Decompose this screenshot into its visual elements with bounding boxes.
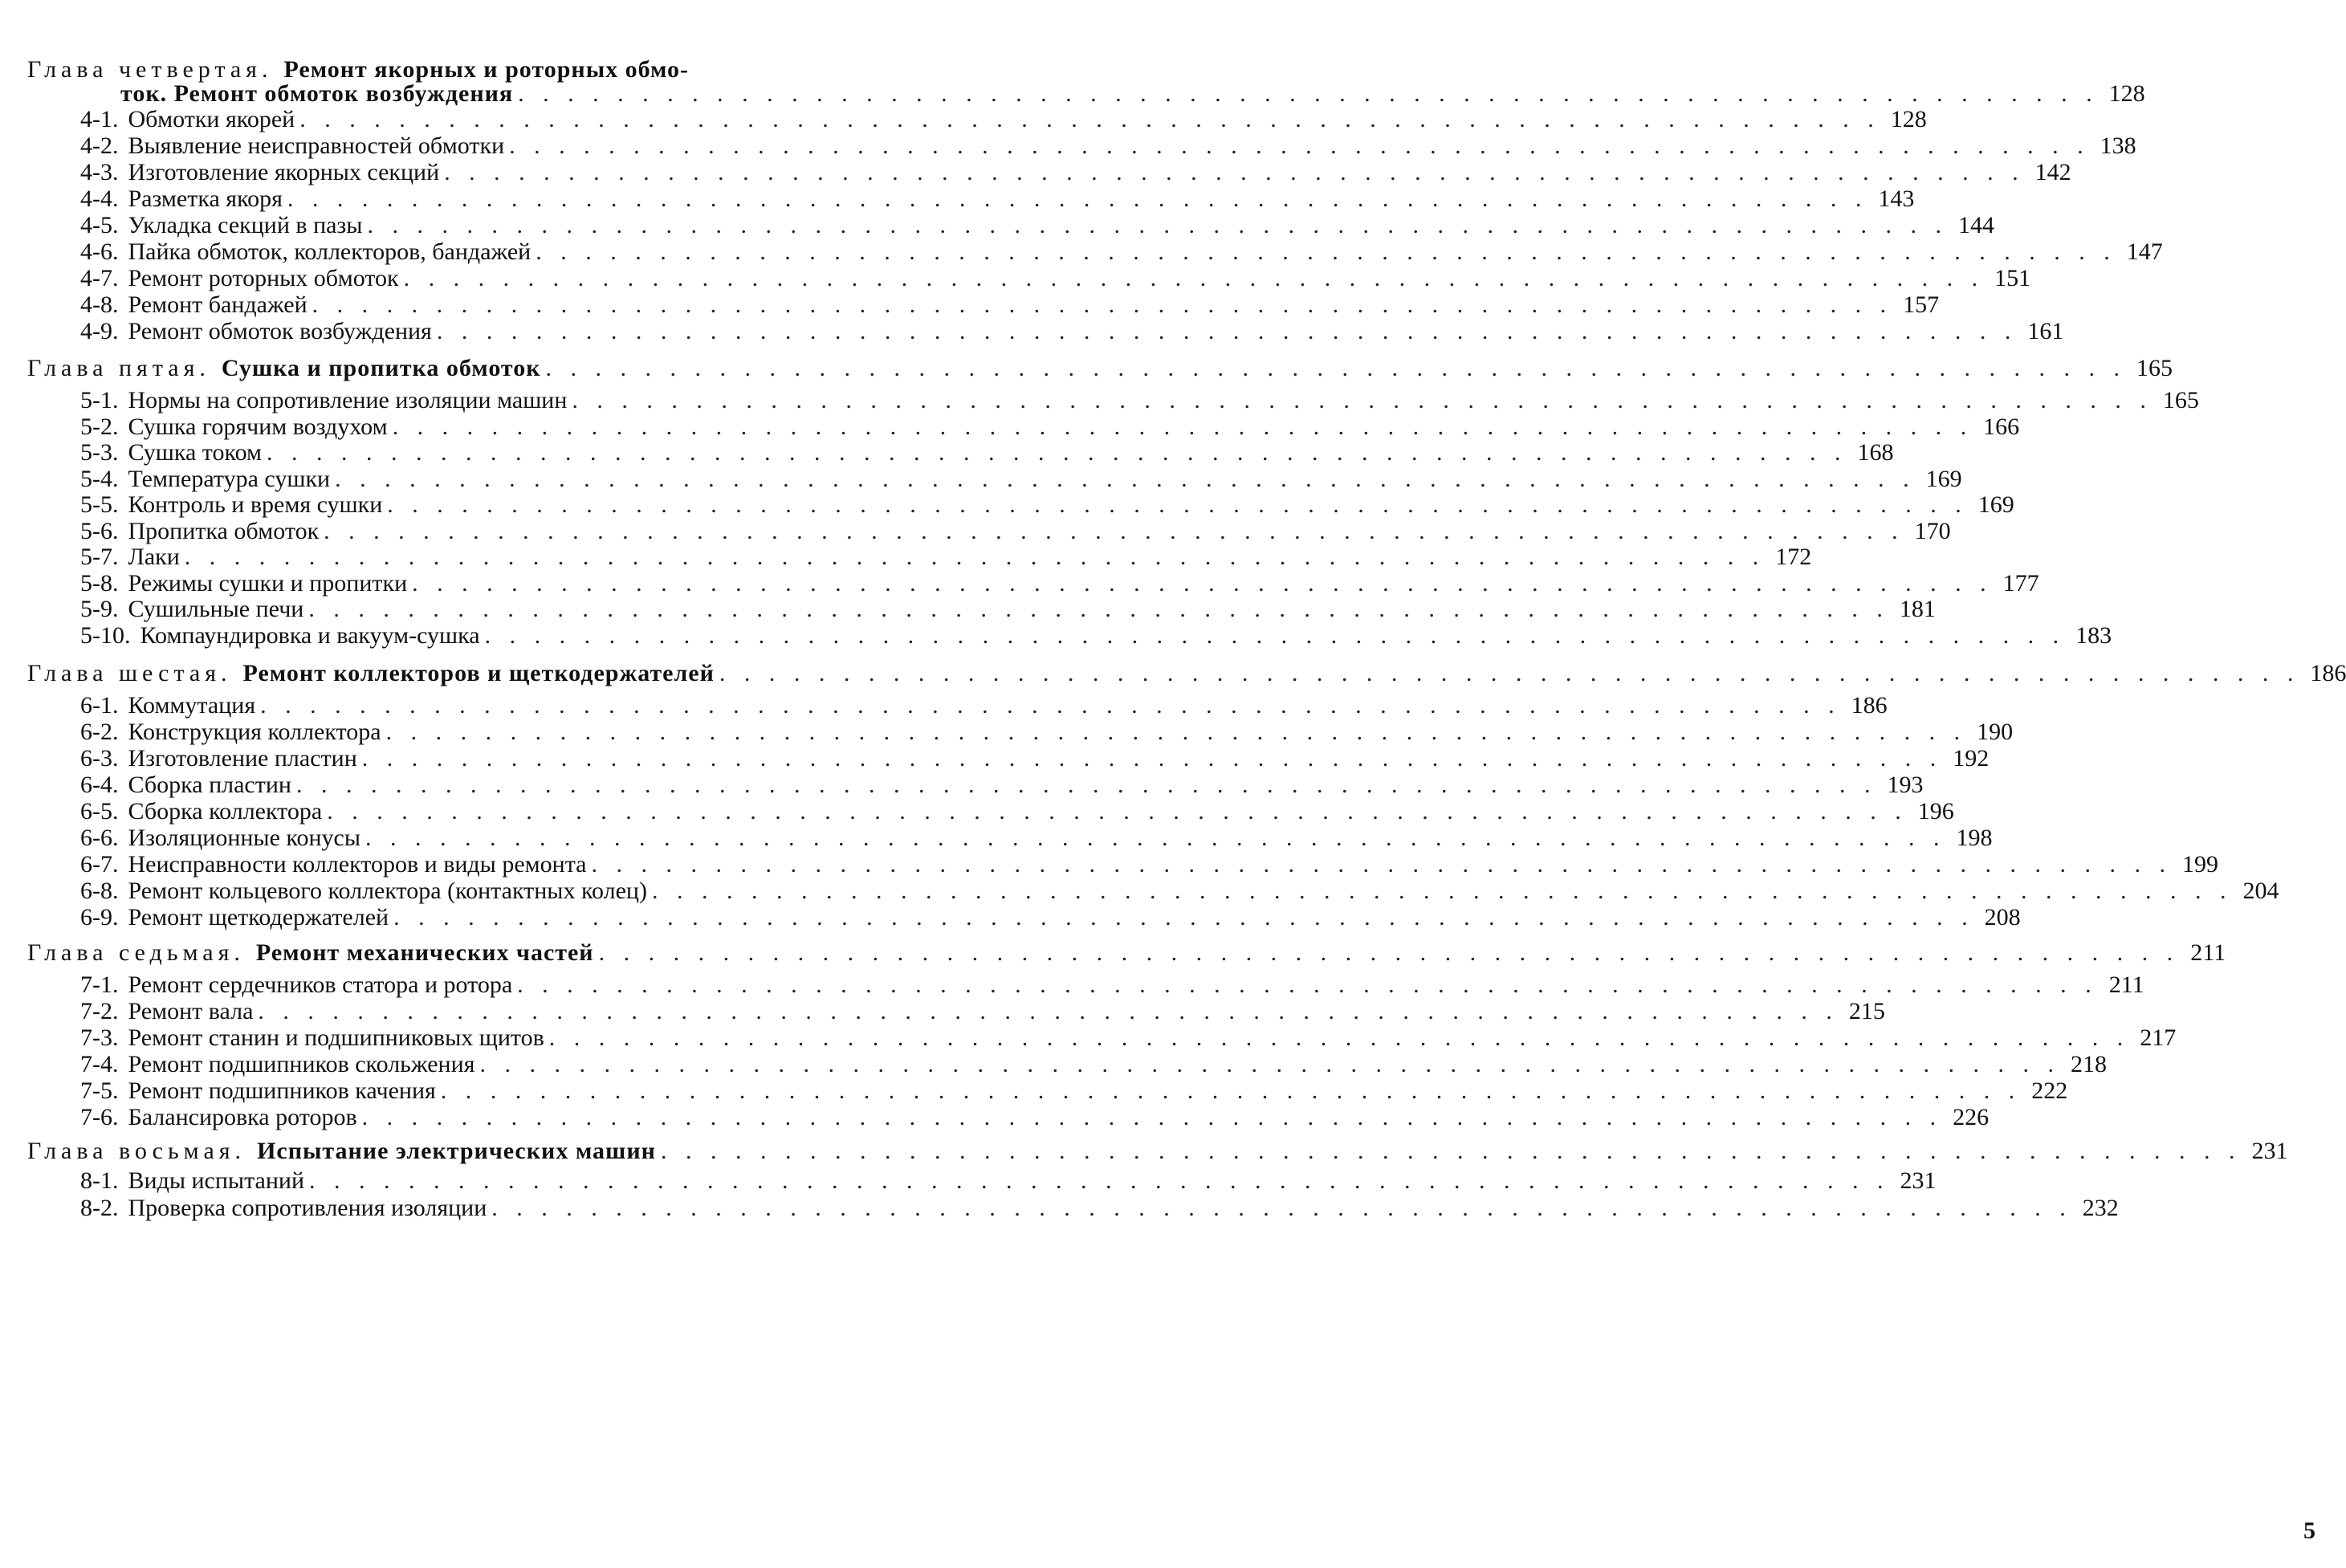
dot-leader: . . . . . . . . . . . . . . . . . . . . . . . . . . . . . . . . . . . . . . . . . . . . . . . . . . . . . . . . . . . . . . . . xyxy=(412,569,1993,597)
section-page: 138 xyxy=(2100,132,2136,159)
dot-leader: . . . . . . . . . . . . . . . . . . . . . . . . . . . . . . . . . . . . . . . . . . . . . . . . . . . . . . . . . . . . . . . . xyxy=(660,1138,2242,1164)
section-page: 170 xyxy=(1914,517,1951,544)
dot-leader: . . . . . . . . . . . . . . . . . . . . . . . . . . . . . . . . . . . . . . . . . . . . . . . . . . . . . . . . . . . . . . . . xyxy=(545,355,2127,381)
chapter-title: Ремонт механических частей xyxy=(255,939,594,966)
section-number: 8-2. xyxy=(80,1195,119,1221)
chapter-title: Испытание электрических машин xyxy=(257,1138,656,1164)
chapter-heading[interactable] xyxy=(27,658,2346,689)
section-title: Компаундировка и вакуум-сушка xyxy=(140,621,480,649)
section-title: Коммутация xyxy=(128,692,256,719)
dot-leader: . . . . . . . . . . . . . . . . . . . . . . . . . . . . . . . . . . . . . . . . . . . . . . . . . . . . . . . . . . . . . . . . xyxy=(287,185,1868,212)
section-page: 218 xyxy=(2070,1051,2107,1077)
dot-leader: . . . . . . . . . . . . . . . . . . . . . . . . . . . . . . . . . . . . . . . . . . . . . . . . . . . . . . . . . . . . . . . . xyxy=(392,413,1973,440)
section-title: Обмотки якорей xyxy=(128,106,295,132)
section-number: 6-7. xyxy=(80,851,119,878)
section-title: Нормы на сопротивление изоляции машин xyxy=(128,387,568,413)
chapter-page: 128 xyxy=(2108,80,2145,107)
section-number: 5-5. xyxy=(80,491,119,518)
section-page: 208 xyxy=(1984,904,2021,931)
section-number: 4-1. xyxy=(80,106,119,132)
section-title: Неисправности коллекторов и виды ремонта xyxy=(128,851,587,878)
toc-entry[interactable] xyxy=(80,902,2021,933)
section-page: 193 xyxy=(1887,772,1924,798)
toc-entry[interactable] xyxy=(80,316,2064,347)
dot-leader: . . . . . . . . . . . . . . . . . . . . . . . . . . . . . . . . . . . . . . . . . . . . . . . . . . . . . . . . . . . . . . . . xyxy=(403,265,1985,291)
section-title: Изготовление якорных секций xyxy=(128,159,440,185)
section-title: Ремонт подшипников качения xyxy=(128,1077,436,1104)
section-page: 222 xyxy=(2031,1077,2068,1104)
chapter-heading[interactable] xyxy=(27,353,2173,384)
chapter-title-line2: ток. Ремонт обмоток возбуждения xyxy=(120,80,514,107)
section-number: 6-3. xyxy=(80,745,119,772)
section-title: Ремонт вала xyxy=(128,998,254,1024)
section-title: Сушильные печи xyxy=(128,596,304,622)
section-number: 4-3. xyxy=(80,159,119,185)
section-page: 157 xyxy=(1903,291,1940,318)
section-number: 6-5. xyxy=(80,798,119,825)
dot-leader: . . . . . . . . . . . . . . . . . . . . . . . . . . . . . . . . . . . . . . . . . . . . . . . . . . . . . . . . . . . . . . . . xyxy=(484,621,2066,649)
dot-leader: . . . . . . . . . . . . . . . . . . . . . . . . . . . . . . . . . . . . . . . . . . . . . . . . . . . . . . . . . . . . . . . . xyxy=(295,772,1877,798)
section-number: 6-1. xyxy=(80,692,119,719)
section-page: 169 xyxy=(1977,491,2014,518)
dot-leader: . . . . . . . . . . . . . . . . . . . . . . . . . . . . . . . . . . . . . . . . . . . . . . . . . . . . . . . . . . . . . . . . xyxy=(393,904,1974,931)
dot-leader: . . . . . . . . . . . . . . . . . . . . . . . . . . . . . . . . . . . . . . . . . . . . . . . . . . . . . . . . . . . . . . . . xyxy=(367,212,1948,238)
section-page: 143 xyxy=(1878,185,1915,212)
section-number: 6-4. xyxy=(80,772,119,798)
toc-entry[interactable] xyxy=(80,1166,1937,1196)
section-page: 232 xyxy=(2082,1195,2119,1221)
section-number: 5-2. xyxy=(80,413,119,440)
section-number: 4-7. xyxy=(80,265,119,291)
section-number: 5-6. xyxy=(80,517,119,544)
chapter-label: Глава шестая. xyxy=(27,660,232,686)
dot-leader: . . . . . . . . . . . . . . . . . . . . . . . . . . . . . . . . . . . . . . . . . . . . . . . . . . . . . . . . . . . . . . . . xyxy=(440,1077,2022,1104)
section-number: 8-1. xyxy=(80,1167,119,1194)
chapter-page: 186 xyxy=(2310,660,2346,686)
section-title: Пайка обмоток, коллекторов, бандажей xyxy=(128,238,532,265)
dot-leader: . . . . . . . . . . . . . . . . . . . . . . . . . . . . . . . . . . . . . . . . . . . . . . . . . . . . . . . . . . . . . . . . xyxy=(517,971,2098,998)
dot-leader: . . . . . . . . . . . . . . . . . . . . . . . . . . . . . . . . . . . . . . . . . . . . . . . . . . . . . . . . . . . . . . . . xyxy=(491,1195,2072,1221)
section-page: 196 xyxy=(1917,798,1954,825)
section-title: Разметка якоря xyxy=(128,185,283,212)
section-title: Конструкция коллектора xyxy=(128,719,381,745)
section-title: Контроль и время сушки xyxy=(128,491,383,518)
section-number: 6-8. xyxy=(80,878,119,904)
section-title: Температура сушки xyxy=(128,465,331,492)
section-number: 5-8. xyxy=(80,569,119,597)
toc-entry[interactable] xyxy=(80,1193,2119,1224)
section-title: Сушка горячим воздухом xyxy=(128,413,388,440)
section-page: 172 xyxy=(1775,544,1812,570)
section-number: 5-9. xyxy=(80,596,119,622)
section-number: 7-4. xyxy=(80,1051,119,1077)
section-page: 166 xyxy=(1983,413,2020,440)
chapter-page: 165 xyxy=(2136,355,2173,381)
section-number: 7-6. xyxy=(80,1104,119,1130)
dot-leader: . . . . . . . . . . . . . . . . . . . . . . . . . . . . . . . . . . . . . . . . . . . . . . . . . . . . . . . . . . . . . . . . xyxy=(260,692,1841,719)
dot-leader: . . . . . . . . . . . . . . . . . . . . . . . . . . . . . . . . . . . . . . . . . . . . . . . . . . . . . . . . . . . . . . . . xyxy=(651,878,2233,904)
chapter-heading[interactable] xyxy=(27,938,2226,968)
chapter-title: Сушка и пропитка обмоток xyxy=(221,355,541,381)
chapter-label: Глава четвертая. xyxy=(27,56,273,83)
section-number: 6-2. xyxy=(80,719,119,745)
dot-leader: . . . . . . . . . . . . . . . . . . . . . . . . . . . . . . . . . . . . . . . . . . . . . . . . . . . . . . . . . . . . . . . . xyxy=(327,798,1908,825)
section-page: 144 xyxy=(1957,212,1994,238)
dot-leader: . . . . . . . . . . . . . . . . . . . . . . . . . . . . . . . . . . . . . . . . . . . . . . . . . . . . . . . . . . . . . . . . xyxy=(312,291,1893,318)
section-number: 4-9. xyxy=(80,318,119,344)
section-page: 226 xyxy=(1953,1104,1990,1130)
dot-leader: . . . . . . . . . . . . . . . . . . . . . . . . . . . . . . . . . . . . . . . . . . . . . . . . . . . . . . . . . . . . . . . . xyxy=(324,517,1904,544)
chapter-title-line1: Ремонт якорных и роторных обмо- xyxy=(283,56,690,83)
toc-entry[interactable] xyxy=(80,621,2112,651)
chapter-label: Глава пятая. xyxy=(27,355,210,381)
section-title: Выявление неисправностей обмотки xyxy=(128,132,505,159)
chapter-heading[interactable] xyxy=(27,1136,2288,1167)
section-title: Ремонт станин и подшипниковых щитов xyxy=(128,1024,544,1051)
section-title: Пропитка обмоток xyxy=(128,517,320,544)
dot-leader: . . . . . . . . . . . . . . . . . . . . . . . . . . . . . . . . . . . . . . . . . . . . . . . . . . . . . . . . . . . . . . . . xyxy=(387,491,1968,518)
section-number: 6-9. xyxy=(80,904,119,931)
dot-leader: . . . . . . . . . . . . . . . . . . . . . . . . . . . . . . . . . . . . . . . . . . . . . . . . . . . . . . . . . . . . . . . . xyxy=(266,439,1847,466)
section-number: 4-4. xyxy=(80,185,119,212)
dot-leader: . . . . . . . . . . . . . . . . . . . . . . . . . . . . . . . . . . . . . . . . . . . . . . . . . . . . . . . . . . . . . . . . xyxy=(509,132,2090,159)
section-page: 169 xyxy=(1925,465,1962,492)
section-number: 7-1. xyxy=(80,971,119,998)
section-number: 6-6. xyxy=(80,825,119,851)
dot-leader: . . . . . . . . . . . . . . . . . . . . . . . . . . . . . . . . . . . . . . . . . . . . . . . . . . . . . . . . . . . . . . . . xyxy=(444,159,2025,185)
section-page: 161 xyxy=(2027,318,2064,344)
dot-leader: . . . . . . . . . . . . . . . . . . . . . . . . . . . . . . . . . . . . . . . . . . . . . . . . . . . . . . . . . . . . . . . . xyxy=(365,825,1946,851)
section-page: 211 xyxy=(2108,971,2144,998)
section-page: 181 xyxy=(1899,596,1936,622)
section-number: 5-1. xyxy=(80,387,119,413)
dot-leader: . . . . . . . . . . . . . . . . . . . . . . . . . . . . . . . . . . . . . . . . . . . . . . . . . . . . . . . . . . . . . . . . xyxy=(361,745,1943,772)
section-page: 192 xyxy=(1953,745,1990,772)
dot-leader: . . . . . . . . . . . . . . . . . . . . . . . . . . . . . . . . . . . . . . . . . . . . . . . . . . . . . . . . . . . . . . . . xyxy=(572,387,2153,413)
section-title: Проверка сопротивления изоляции xyxy=(128,1195,487,1221)
section-page: 217 xyxy=(2140,1024,2177,1051)
dot-leader: . . . . . . . . . . . . . . . . . . . . . . . . . . . . . . . . . . . . . . . . . . . . . . . . . . . . . . . . . . . . . . . . xyxy=(335,465,1916,492)
dot-leader: . . . . . . . . . . . . . . . . . . . . . . . . . . . . . . . . . . . . . . . . . . . . . . . . . . . . . . . . . . . . . . . . xyxy=(299,106,1880,132)
dot-leader: . . . . . . . . . . . . . . . . . . . . . . . . . . . . . . . . . . . . . . . . . . . . . . . . . . . . . . . . . . . . . . . . xyxy=(361,1104,1943,1130)
dot-leader: . . . . . . . . . . . . . . . . . . . . . . . . . . . . . . . . . . . . . . . . . . . . . . . . . . . . . . . . . . . . . . . . xyxy=(536,238,2116,265)
section-page: 168 xyxy=(1857,439,1894,466)
section-title: Ремонт подшипников скольжения xyxy=(128,1051,475,1077)
section-number: 5-7. xyxy=(80,544,119,570)
section-page: 231 xyxy=(1900,1167,1937,1194)
section-number: 4-5. xyxy=(80,212,119,238)
section-number: 4-8. xyxy=(80,291,119,318)
section-title: Сборка коллектора xyxy=(128,798,323,825)
section-number: 7-5. xyxy=(80,1077,119,1104)
section-number: 7-2. xyxy=(80,998,119,1024)
dot-leader: . . . . . . . . . . . . . . . . . . . . . . . . . . . . . . . . . . . . . . . . . . . . . . . . . . . . . . . . . . . . . . . . xyxy=(598,939,2180,966)
dot-leader: . . . . . . . . . . . . . . . . . . . . . . . . . . . . . . . . . . . . . . . . . . . . . . . . . . . . . . . . . . . . . . . . xyxy=(436,318,2018,344)
section-title: Виды испытаний xyxy=(128,1167,305,1194)
section-page: 165 xyxy=(2162,387,2199,413)
section-number: 4-6. xyxy=(80,238,119,265)
section-number: 7-3. xyxy=(80,1024,119,1051)
section-page: 215 xyxy=(1848,998,1885,1024)
chapter-title: Ремонт коллекторов и щеткодержателей xyxy=(242,660,715,686)
section-number: 5-3. xyxy=(80,439,119,466)
section-title: Лаки xyxy=(128,544,180,570)
dot-leader: . . . . . . . . . . . . . . . . . . . . . . . . . . . . . . . . . . . . . . . . . . . . . . . . . . . . . . . . . . . . . . . . xyxy=(385,719,1967,745)
section-title: Ремонт кольцевого коллектора (контактных колец) xyxy=(128,878,647,904)
section-page: 128 xyxy=(1890,106,1927,132)
section-number: 5-10. xyxy=(80,621,131,649)
section-page: 186 xyxy=(1851,692,1888,719)
section-title: Ремонт бандажей xyxy=(128,291,308,318)
section-number: 4-2. xyxy=(80,132,119,159)
section-number: 5-4. xyxy=(80,465,119,492)
section-page: 151 xyxy=(1994,265,2031,291)
chapter-page: 231 xyxy=(2251,1138,2288,1164)
chapter-label: Глава восьмая. xyxy=(27,1138,246,1164)
dot-leader: . . . . . . . . . . . . . . . . . . . . . . . . . . . . . . . . . . . . . . . . . . . . . . . . . . . . . . . . . . . . . . . . xyxy=(591,851,2172,878)
dot-leader: . . . . . . . . . . . . . . . . . . . . . . . . . . . . . . . . . . . . . . . . . . . . . . . . . . . . . . . . . . . . . . . . xyxy=(258,998,1839,1024)
dot-leader: . . . . . . . . . . . . . . . . . . . . . . . . . . . . . . . . . . . . . . . . . . . . . . . . . . . . . . . . . . . . . . . . xyxy=(548,1024,2130,1051)
dot-leader: . . . . . . . . . . . . . . . . . . . . . . . . . . . . . . . . . . . . . . . . . . . . . . . . . . . . . . . . . . . . . . . . xyxy=(308,596,1889,622)
section-page: 190 xyxy=(1977,719,2014,745)
chapter-page: 211 xyxy=(2190,939,2226,966)
section-page: 142 xyxy=(2034,159,2071,185)
section-title: Режимы сушки и пропитки xyxy=(128,569,408,597)
section-title: Сушка током xyxy=(128,439,262,466)
section-page: 177 xyxy=(2002,569,2039,597)
section-page: 147 xyxy=(2126,238,2163,265)
dot-leader: . . . . . . . . . . . . . . . . . . . . . . . . . . . . . . . . . . . . . . . . . . . . . . . . . . . . . . . . . . . . . . . . xyxy=(309,1167,1890,1194)
section-title: Изготовление пластин xyxy=(128,745,357,772)
dot-leader: . . . . . . . . . . . . . . . . . . . . . . . . . . . . . . . . . . . . . . . . . . . . . . . . . . . . . . . . . . . . . . . . xyxy=(518,80,2099,107)
section-page: 204 xyxy=(2242,878,2279,904)
section-page: 199 xyxy=(2181,851,2218,878)
chapter-label: Глава седьмая. xyxy=(27,939,245,966)
section-title: Ремонт щеткодержателей xyxy=(128,904,389,931)
page-number: 5 xyxy=(2303,1517,2315,1544)
section-title: Изоляционные конусы xyxy=(128,825,360,851)
section-page: 183 xyxy=(2075,621,2112,649)
section-page: 198 xyxy=(1956,825,1993,851)
dot-leader: . . . . . . . . . . . . . . . . . . . . . . . . . . . . . . . . . . . . . . . . . . . . . . . . . . . . . . . . . . . . . . . . xyxy=(479,1051,2060,1077)
toc-entry[interactable] xyxy=(80,1102,1990,1133)
dot-leader: . . . . . . . . . . . . . . . . . . . . . . . . . . . . . . . . . . . . . . . . . . . . . . . . . . . . . . . . . . . . . . . . xyxy=(719,660,2300,686)
section-title: Сборка пластин xyxy=(128,772,291,798)
section-title: Ремонт роторных обмоток xyxy=(128,265,399,291)
dot-leader: . . . . . . . . . . . . . . . . . . . . . . . . . . . . . . . . . . . . . . . . . . . . . . . . . . . . . . . . . . . . . . . . xyxy=(184,544,1766,570)
section-title: Укладка секций в пазы xyxy=(128,212,363,238)
section-title: Ремонт сердечников статора и ротора xyxy=(128,971,513,998)
section-title: Ремонт обмоток возбуждения xyxy=(128,318,432,344)
section-title: Балансировка роторов xyxy=(128,1104,357,1130)
